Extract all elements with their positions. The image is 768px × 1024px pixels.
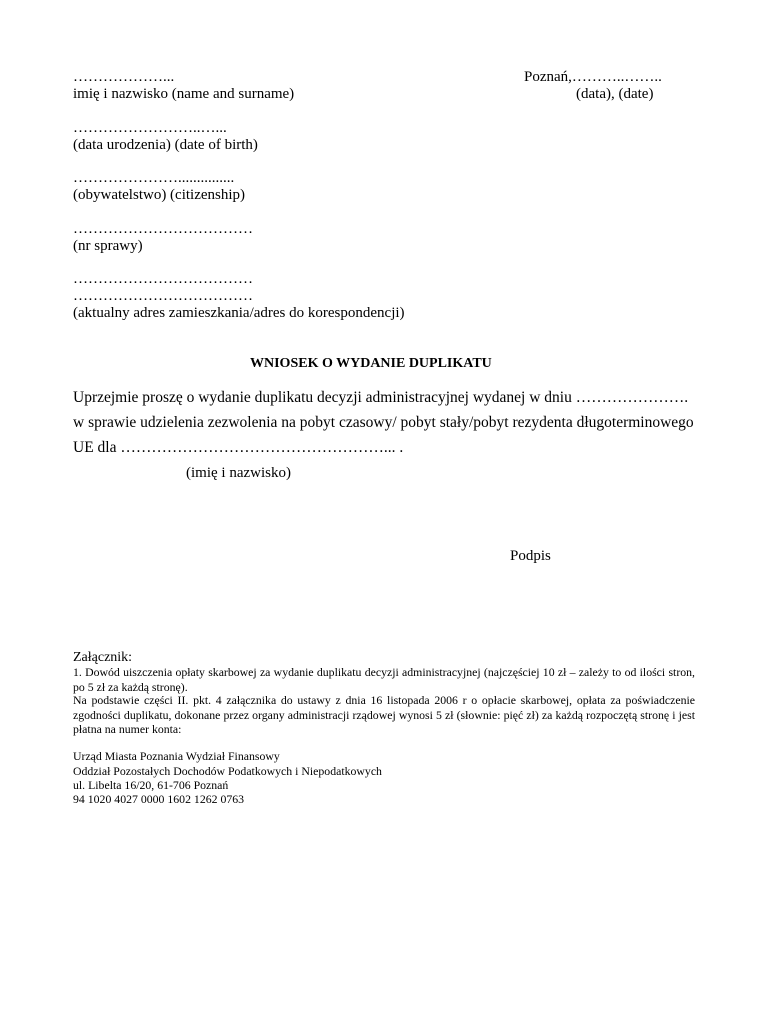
address-dots-line-2: ………………………………: [73, 288, 253, 304]
name-hint: (imię i nazwisko): [186, 465, 291, 481]
date-label: (data), (date): [576, 86, 654, 102]
dob-dots: ……………………..…...: [73, 120, 227, 136]
dob-label: (data urodzenia) (date of birth): [73, 137, 258, 153]
request-line-2: w sprawie udzielenia zezwolenia na pobyt czasowy/ pobyt stały/pobyt rezydenta długoterminowego: [73, 414, 694, 431]
document-title: WNIOSEK O WYDANIE DUPLIKATU: [250, 356, 492, 371]
bank-account-number: 94 1020 4027 0000 1602 1262 0763: [73, 792, 245, 806]
address-label: (aktualny adres zamieszkania/adres do korespondencji): [73, 305, 405, 321]
payee-line-3: ul. Libelta 16/20, 61-706 Poznań: [73, 778, 229, 792]
fee-note: Na podstawie części II. pkt. 4 załącznika do ustawy z dnia 16 listopada 2006 r o opłacie skarbowej, opłata za poświadczenie zgodności duplikatu, dokonane przez organy administracji rządowej wynosi 5 zł (słownie: pięć zł) za każdą rozpoczętą stronę i jest płatna na numer konta:: [73, 693, 695, 736]
case-number-dots: ………………………………: [73, 221, 253, 237]
name-label: imię i nazwisko (name and surname): [73, 86, 295, 102]
payee-line-2: Oddział Pozostałych Dochodów Podatkowych i Niepodatkowych: [73, 764, 382, 778]
request-line-1: Uprzejmie proszę o wydanie duplikatu decyzji administracyjnej wydanej w dniu ………………….: [73, 389, 689, 406]
attachment-item-1: 1. Dowód uiszczenia opłaty skarbowej za wydanie duplikatu decyzji administracyjnej (najczęściej 10 zł – zależy to od ilości stron, po 5 zł za każdą stronę).: [73, 665, 695, 694]
citizenship-dots: …………………...............: [73, 170, 235, 186]
case-number-label: (nr sprawy): [73, 238, 143, 254]
request-line-3: UE dla ……………………………………………... .: [73, 439, 404, 456]
attachment-heading: Załącznik:: [73, 650, 133, 665]
name-dots: ………………...: [73, 69, 175, 85]
place-date-dots: Poznań,………..……..: [524, 69, 662, 85]
signature-label: Podpis: [510, 548, 551, 564]
citizenship-label: (obywatelstwo) (citizenship): [73, 187, 246, 203]
address-dots-line-1: ………………………………: [73, 271, 253, 287]
payee-line-1: Urząd Miasta Poznania Wydział Finansowy: [73, 749, 280, 763]
